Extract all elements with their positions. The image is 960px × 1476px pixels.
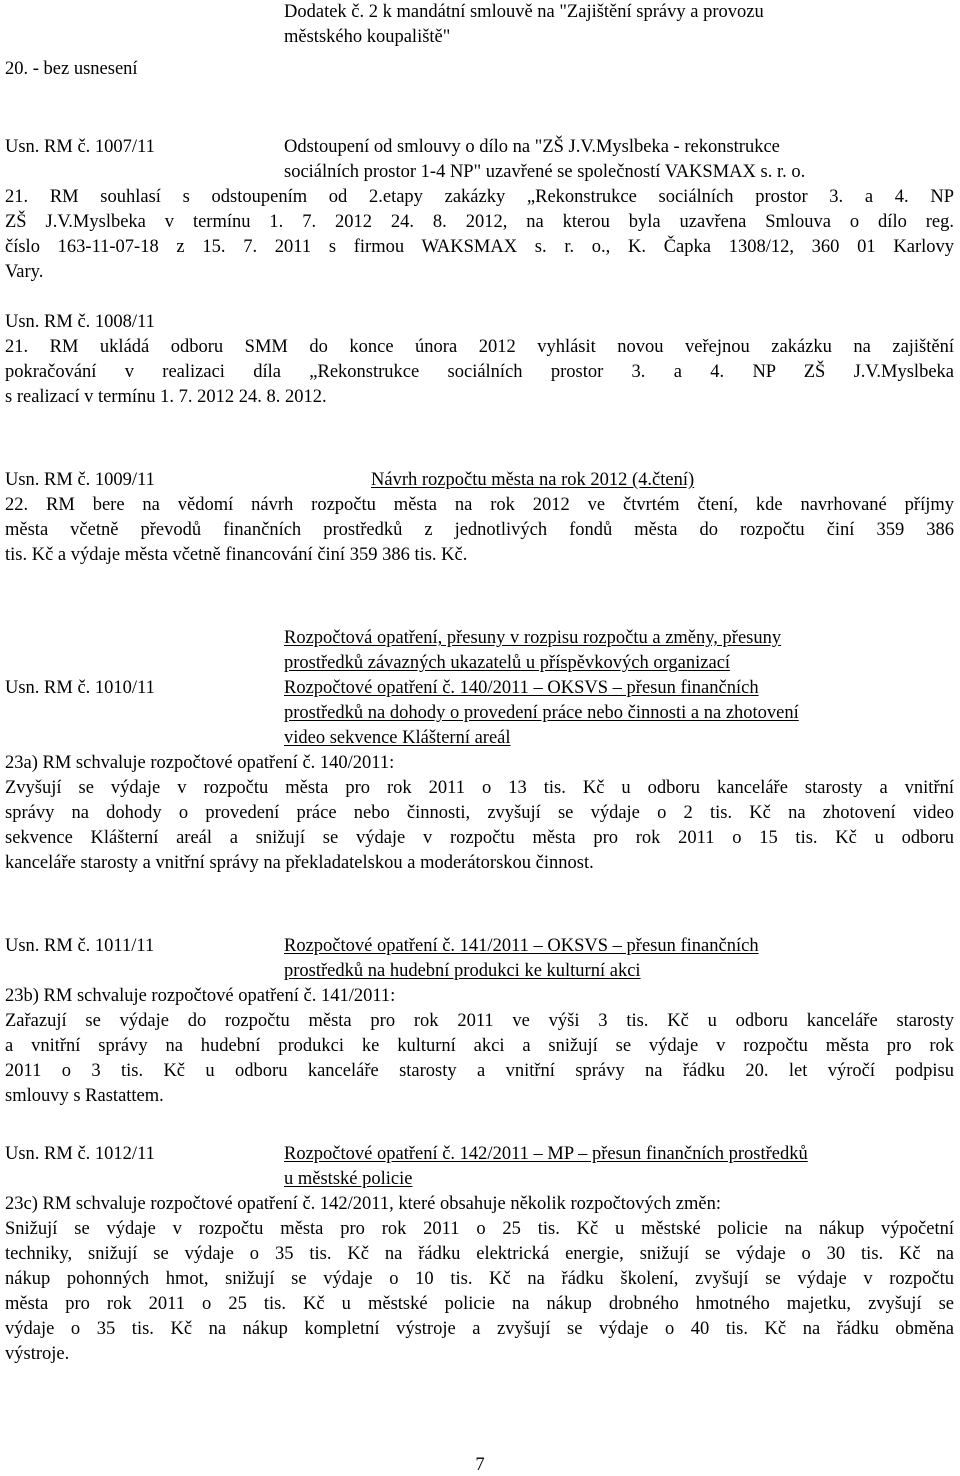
- section-title: Návrh rozpočtu města na rok 2012 (4.čtení): [371, 470, 695, 490]
- section-title: Odstoupení od smlouvy o dílo na "ZŠ J.V.Myslbeka - rekonstrukce: [284, 137, 780, 157]
- agenda-item-label: 20. - bez usnesení: [5, 59, 138, 79]
- section-title: Rozpočtové opatření č. 140/2011 – OKSVS – přesun finančních: [284, 678, 759, 698]
- body-line: Vary.: [5, 262, 44, 282]
- resolution-number: Usn. RM č. 1011/11: [5, 936, 155, 956]
- body-line: Zvyšují se výdaje v rozpočtu města pro rok 2011 o 13 tis. Kč u odboru kanceláře starosty a vnitřní: [5, 778, 954, 798]
- body-line: 23c) RM schvaluje rozpočtové opatření č. 142/2011, které obsahuje několik rozpočtových změn:: [5, 1194, 721, 1214]
- body-line: 21. RM ukládá odboru SMM do konce února 2012 vyhlásit novou veřejnou zakázku na zajištění: [5, 337, 954, 357]
- body-line: nákup pohonných hmot, snižují se výdaje o 10 tis. Kč na řádku školení, zvyšují se výdaje v rozpočtu: [5, 1269, 954, 1289]
- top-line: městského koupaliště": [284, 27, 451, 47]
- resolution-number: Usn. RM č. 1009/11: [5, 470, 155, 490]
- resolution-number: Usn. RM č. 1010/11: [5, 678, 155, 698]
- section-title: Rozpočtová opatření, přesuny v rozpisu rozpočtu a změny, přesuny: [284, 628, 782, 648]
- body-line: 2011 o 3 tis. Kč u odboru kanceláře starosty a vnitřní správy na řádku 20. let výročí podpisu: [5, 1061, 954, 1081]
- resolution-number: Usn. RM č. 1008/11: [5, 312, 155, 332]
- body-line: města včetně převodů finančních prostředků z jednotlivých fondů města do rozpočtu činí 359 386: [5, 520, 954, 540]
- section-title: prostředků na dohody o provedení práce nebo činnosti a na zhotovení: [284, 703, 799, 723]
- body-line: 21. RM souhlasí s odstoupením od 2.etapy zakázky „Rekonstrukce sociálních prostor 3. a 4. NP: [5, 187, 954, 207]
- section-title: u městské policie: [284, 1169, 413, 1189]
- body-line: s realizací v termínu 1. 7. 2012 24. 8. 2012.: [5, 387, 327, 407]
- page-number: 7: [475, 1455, 485, 1475]
- section-title: Rozpočtové opatření č. 141/2011 – OKSVS – přesun finančních: [284, 936, 759, 956]
- body-line: ZŠ J.V.Myslbeka v termínu 1. 7. 2012 24. 8. 2012, na kterou byla uzavřena Smlouva o dílo reg.: [5, 212, 954, 232]
- body-line: 23a) RM schvaluje rozpočtové opatření č. 140/2011:: [5, 753, 395, 773]
- resolution-number: Usn. RM č. 1012/11: [5, 1144, 155, 1164]
- body-line: smlouvy s Rastattem.: [5, 1086, 164, 1106]
- body-line: Zařazují se výdaje do rozpočtu města pro rok 2011 ve výši 3 tis. Kč u odboru kanceláře starosty: [5, 1011, 954, 1031]
- body-line: města pro rok 2011 o 25 tis. Kč u městské policie na nákup drobného hmotného majetku, zvyšují se: [5, 1294, 954, 1314]
- section-title: video sekvence Klášterní areál: [284, 728, 511, 748]
- body-line: kanceláře starosty a vnitřní správy na překladatelskou a moderátorskou činnost.: [5, 853, 594, 873]
- body-line: sekvence Klášterní areál a snižují se výdaje v rozpočtu města pro rok 2011 o 15 tis. Kč u odboru: [5, 828, 954, 848]
- section-title: Rozpočtové opatření č. 142/2011 – MP – přesun finančních prostředků: [284, 1144, 808, 1164]
- body-line: číslo 163-11-07-18 z 15. 7. 2011 s firmou WAKSMAX s. r. o., K. Čapka 1308/12, 360 01 Karlovy: [5, 237, 954, 257]
- section-title: prostředků na hudební produkci ke kulturní akci: [284, 961, 641, 981]
- body-line: tis. Kč a výdaje města včetně financování činí 359 386 tis. Kč.: [5, 545, 468, 565]
- body-line: správy na dohody o provedení práce nebo činnosti, zvyšují se výdaje o 2 tis. Kč na zhotovení video: [5, 803, 954, 823]
- body-line: pokračování v realizaci díla „Rekonstrukce sociálních prostor 3. a 4. NP ZŠ J.V.Myslbeka: [5, 362, 954, 382]
- body-line: Snižují se výdaje v rozpočtu města pro rok 2011 o 25 tis. Kč u městské policie na nákup výpočetní: [5, 1219, 954, 1239]
- section-title: sociálních prostor 1-4 NP" uzavřené se společností VAKSMAX s. r. o.: [284, 162, 806, 182]
- resolution-number: Usn. RM č. 1007/11: [5, 137, 155, 157]
- body-line: 23b) RM schvaluje rozpočtové opatření č. 141/2011:: [5, 986, 396, 1006]
- body-line: 22. RM bere na vědomí návrh rozpočtu města na rok 2012 ve čtvrtém čtení, kde navrhované příjmy: [5, 495, 954, 515]
- body-line: a vnitřní správy na hudební produkci ke kulturní akci a snižují se výdaje v rozpočtu města pro rok: [5, 1036, 954, 1056]
- body-line: výstroje.: [5, 1344, 70, 1364]
- body-line: výdaje o 35 tis. Kč na nákup kompletní výstroje a zvyšují se výdaje o 40 tis. Kč na řádku obměna: [5, 1319, 954, 1339]
- top-line: Dodatek č. 2 k mandátní smlouvě na "Zajištění správy a provozu: [284, 2, 764, 22]
- section-title: prostředků závazných ukazatelů u příspěvkových organizací: [284, 653, 731, 673]
- body-line: techniky, snižují se výdaje o 35 tis. Kč na řádku elektrická energie, snižují se výdaje o 30 tis. Kč na: [5, 1244, 954, 1264]
